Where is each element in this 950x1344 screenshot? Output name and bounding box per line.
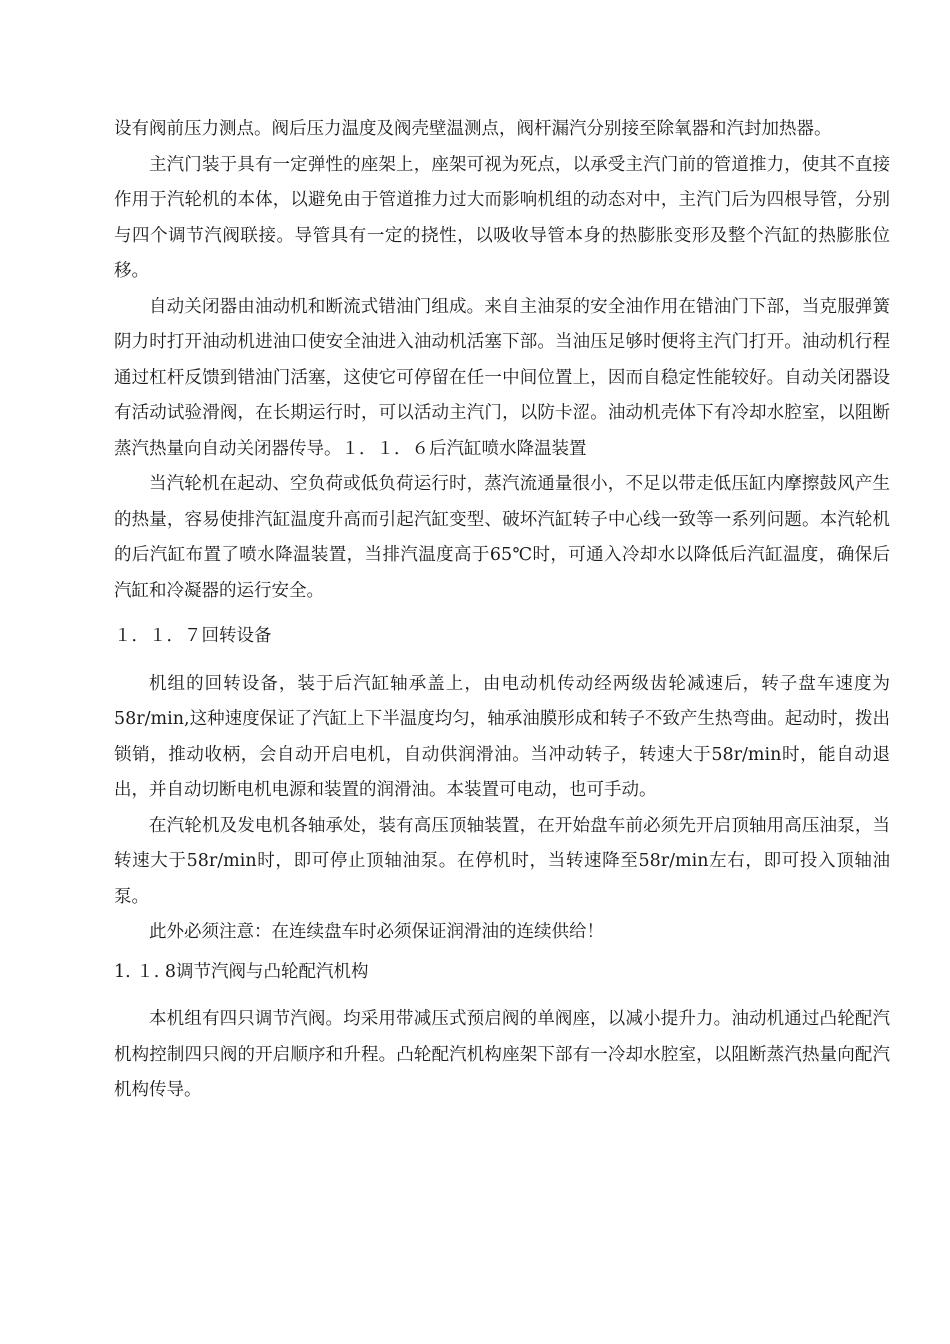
section-heading-governing-valves: 1. １. 8调节汽阀与凸轮配汽机构 bbox=[114, 961, 369, 982]
section-heading-turning-gear: １．１．７回转设备 bbox=[114, 626, 272, 646]
paragraph-valve-measurement-points: 设有阀前压力测点。阀后压力温度及阀壳壁温测点，阀杆漏汽分别接至除氧器和汽封加热器。 bbox=[114, 119, 832, 139]
paragraph-automatic-closer: 自动关闭器由油动机和断流式错油门组成。来自主油泵的安全油作用在错油门下部，当克服弹簧阴力时打开油动机进油口使安全油进入油动机活塞下部。当油压足够时便将主汽门打开。油动机行程通过杠杆反馈到错油门活塞，这使它可停留在任一中间位置上，因而自稳定性能较好。自动关闭器设有活动试验滑阀，在长期运行时，可以活动主汽门，以防卡涩。油动机壳体下有冷却水腔室，以阻断蒸汽热量向自动关闭器传导。１．１．６后汽缸喷水降温装置 bbox=[114, 296, 890, 459]
paragraph-jacking-oil: 在汽轮机及发电机各轴承处，装有高压顶轴装置，在开始盘车前必须先开启顶轴用高压油泵，当转速大于58r/min时，即可停止顶轴油泵。在停机时，当转速降至58r/min左右，即可投入顶轴油泵。 bbox=[114, 815, 890, 907]
paragraph-main-steam-valve-mount: 主汽门装于具有一定弹性的座架上，座架可视为死点，以承受主汽门前的管道推力，使其不直接作用于汽轮机的本体，以避免由于管道推力过大而影响机组的动态对中，主汽门后为四根导管，分别与四个调节汽阀联接。导管具有一定的挠性，以吸收导管本身的热膨胀变形及整个汽缸的热膨胀位移。 bbox=[114, 154, 890, 281]
spacer bbox=[114, 609, 890, 615]
paragraph-turning-gear: 机组的回转设备，装于后汽缸轴承盖上，由电动机传动经两级齿轮减速后，转子盘车速度为58r/min,这种速度保证了汽缸上下半温度均匀，轴承油膜形成和转子不致产生热弯曲。起动时，拨出锁销，推动收柄，会自动开启电机，自动供润滑油。当冲动转子，转速大于58r/min时，能自动退出，并自动切断电机电源和装置的润滑油。本装置可电动，也可手动。 bbox=[114, 673, 890, 800]
paragraph-spray-cooling: 当汽轮机在起动、空负荷或低负荷运行时，蒸汽流通量很小，不足以带走低压缸内摩擦鼓风产生的热量，容易使排汽缸温度升高而引起汽缸变型、破坏汽缸转子中心线一致等一系列问题。本汽轮机的后汽缸布置了喷水降温装置，当排汽温度高于65℃时，可通入冷却水以降低后汽缸温度，确保后汽缸和冷凝器的运行安全。 bbox=[114, 474, 890, 601]
paragraph-lubrication-note: 此外必须注意：在连续盘车时必须保证润滑油的连续供给！ bbox=[149, 922, 604, 942]
document-page bbox=[114, 112, 890, 1109]
paragraph-governing-valves: 本机组有四只调节汽阀。均采用带减压式预启阀的单阀座，以减小提升力。油动机通过凸轮配汽机构控制四只阀的开启顺序和升程。凸轮配汽机构座架下部有一冷却水腔室，以阻断蒸汽热量向配汽机构传导。 bbox=[114, 1009, 890, 1100]
